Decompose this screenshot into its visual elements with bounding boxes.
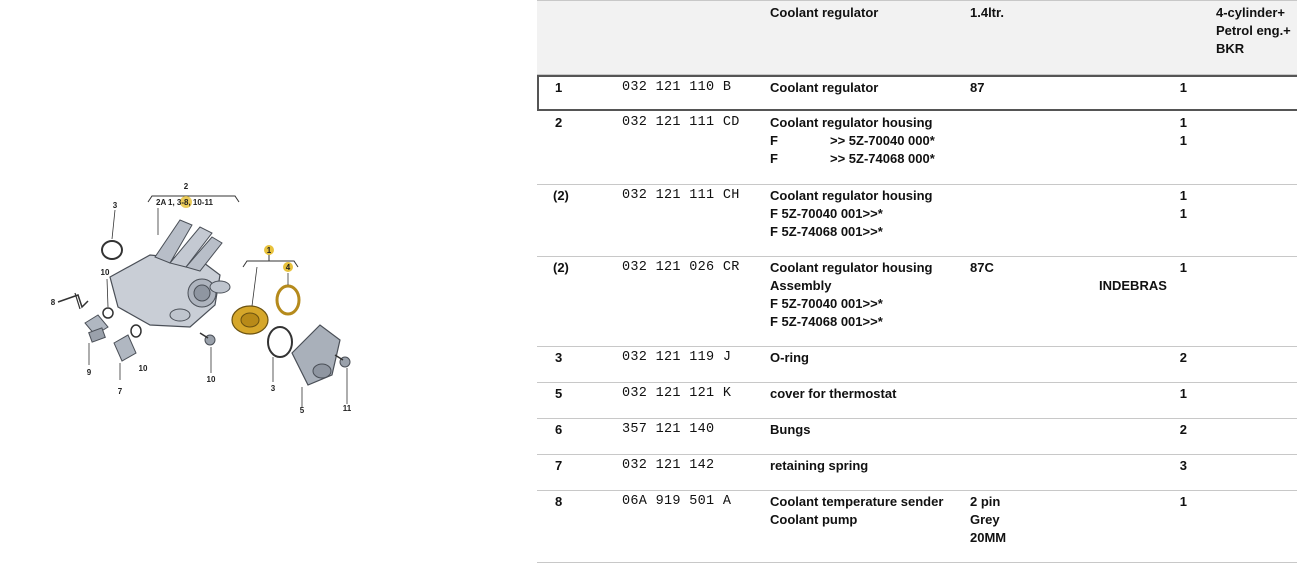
item-number: 3 bbox=[555, 350, 563, 365]
part-number[interactable]: 032 121 111 CH bbox=[622, 188, 740, 203]
callout-2: 2 bbox=[183, 182, 189, 191]
callout-3-bottom: 3 bbox=[270, 384, 276, 393]
callout-11: 11 bbox=[342, 404, 352, 413]
header-description: Coolant regulator bbox=[770, 5, 879, 20]
table-row-2[interactable] bbox=[537, 111, 1297, 185]
exploded-parts-diagram bbox=[40, 175, 370, 425]
item-number: (2) bbox=[553, 260, 569, 275]
part-description: Coolant regulator bbox=[770, 80, 879, 95]
item-number: 7 bbox=[555, 458, 563, 473]
part-number[interactable]: 06A 919 501 A bbox=[622, 494, 732, 509]
desc-line: F >> 5Z-74068 000* bbox=[770, 151, 935, 166]
part-number[interactable]: 032 121 119 J bbox=[622, 350, 732, 365]
part-remark: 87 bbox=[970, 80, 985, 95]
diagram-svg bbox=[40, 175, 370, 425]
part-number[interactable]: 032 121 026 CR bbox=[622, 260, 740, 275]
header-model-line-1: 4-cylinder+ bbox=[1216, 5, 1286, 20]
part-description: retaining spring bbox=[770, 458, 869, 473]
part-description: Bungs bbox=[770, 422, 811, 437]
callout-2a: 2A bbox=[156, 198, 167, 207]
header-model-line-2: Petrol eng.+ bbox=[1216, 23, 1291, 38]
table-row-5[interactable] bbox=[537, 347, 1297, 383]
table-row-3[interactable] bbox=[537, 185, 1297, 257]
part-description: O-ring bbox=[770, 350, 809, 365]
header-remark: 1.4ltr. bbox=[970, 5, 1004, 20]
part-remark-source: INDEBRAS bbox=[1099, 278, 1167, 293]
item-number: 5 bbox=[555, 386, 563, 401]
part-number[interactable]: 032 121 111 CD bbox=[622, 115, 740, 130]
part-description: Coolant temperature sender Coolant pump bbox=[770, 494, 944, 527]
callout-10-bottom: 10 bbox=[138, 364, 148, 373]
table-header bbox=[537, 0, 1297, 75]
part-description: cover for thermostat bbox=[770, 386, 897, 401]
part-description bbox=[770, 114, 970, 168]
part-qty: 1 bbox=[1179, 386, 1187, 401]
part-qty: 2 bbox=[1179, 350, 1187, 365]
header-model bbox=[1216, 4, 1296, 58]
table-row-9[interactable] bbox=[537, 491, 1297, 563]
callout-9: 10 bbox=[206, 375, 216, 384]
part-number[interactable]: 032 121 142 bbox=[622, 458, 715, 473]
item-number: 8 bbox=[555, 494, 563, 509]
part-remark: 2 pin Grey 20MM bbox=[970, 494, 1007, 545]
item-number: 6 bbox=[555, 422, 563, 437]
part-number[interactable]: 032 121 121 K bbox=[622, 386, 732, 401]
part-qty: 1 1 bbox=[1179, 115, 1187, 148]
part-qty: 1 bbox=[1179, 494, 1187, 509]
table-row-8[interactable] bbox=[537, 455, 1297, 491]
table-row-4[interactable] bbox=[537, 257, 1297, 347]
desc-line: F >> 5Z-70040 000* bbox=[770, 133, 935, 148]
part-qty: 1 bbox=[1179, 260, 1187, 275]
table-row-1[interactable] bbox=[537, 75, 1297, 111]
callout-3-top: 3 bbox=[112, 201, 118, 210]
callout-8: 9 bbox=[86, 368, 92, 377]
desc-line: Coolant regulator housing bbox=[770, 115, 933, 130]
part-description: Coolant regulator housing F 5Z-70040 001>>* F 5Z-74068 001>>* bbox=[770, 188, 933, 239]
header-model-line-3: BKR bbox=[1216, 41, 1245, 56]
callout-7: 8 bbox=[50, 298, 56, 307]
part-qty: 1 bbox=[1179, 80, 1187, 95]
part-number[interactable]: 032 121 110 B bbox=[622, 80, 732, 95]
callout-1: 1 bbox=[266, 246, 272, 255]
item-number: 2 bbox=[555, 115, 563, 130]
part-qty: 1 1 bbox=[1179, 188, 1187, 221]
table-row-7[interactable] bbox=[537, 419, 1297, 455]
callout-6: 7 bbox=[117, 387, 123, 396]
part-qty: 2 bbox=[1179, 422, 1187, 437]
part-number[interactable]: 357 121 140 bbox=[622, 422, 715, 437]
table-row-6[interactable] bbox=[537, 383, 1297, 419]
callout-4: 4 bbox=[285, 263, 291, 272]
callout-10-top: 10 bbox=[100, 268, 110, 277]
part-remark: 87C bbox=[970, 260, 994, 275]
callout-5: 5 bbox=[299, 406, 305, 415]
parts-table bbox=[537, 0, 1297, 563]
callout-2-range: 1, 3-8, 10-11 bbox=[168, 198, 213, 207]
part-description: Coolant regulator housing Assembly F 5Z-70040 001>>* F 5Z-74068 001>>* bbox=[770, 260, 933, 329]
item-number: (2) bbox=[553, 188, 569, 203]
part-qty: 3 bbox=[1179, 458, 1187, 473]
item-number: 1 bbox=[555, 80, 563, 95]
